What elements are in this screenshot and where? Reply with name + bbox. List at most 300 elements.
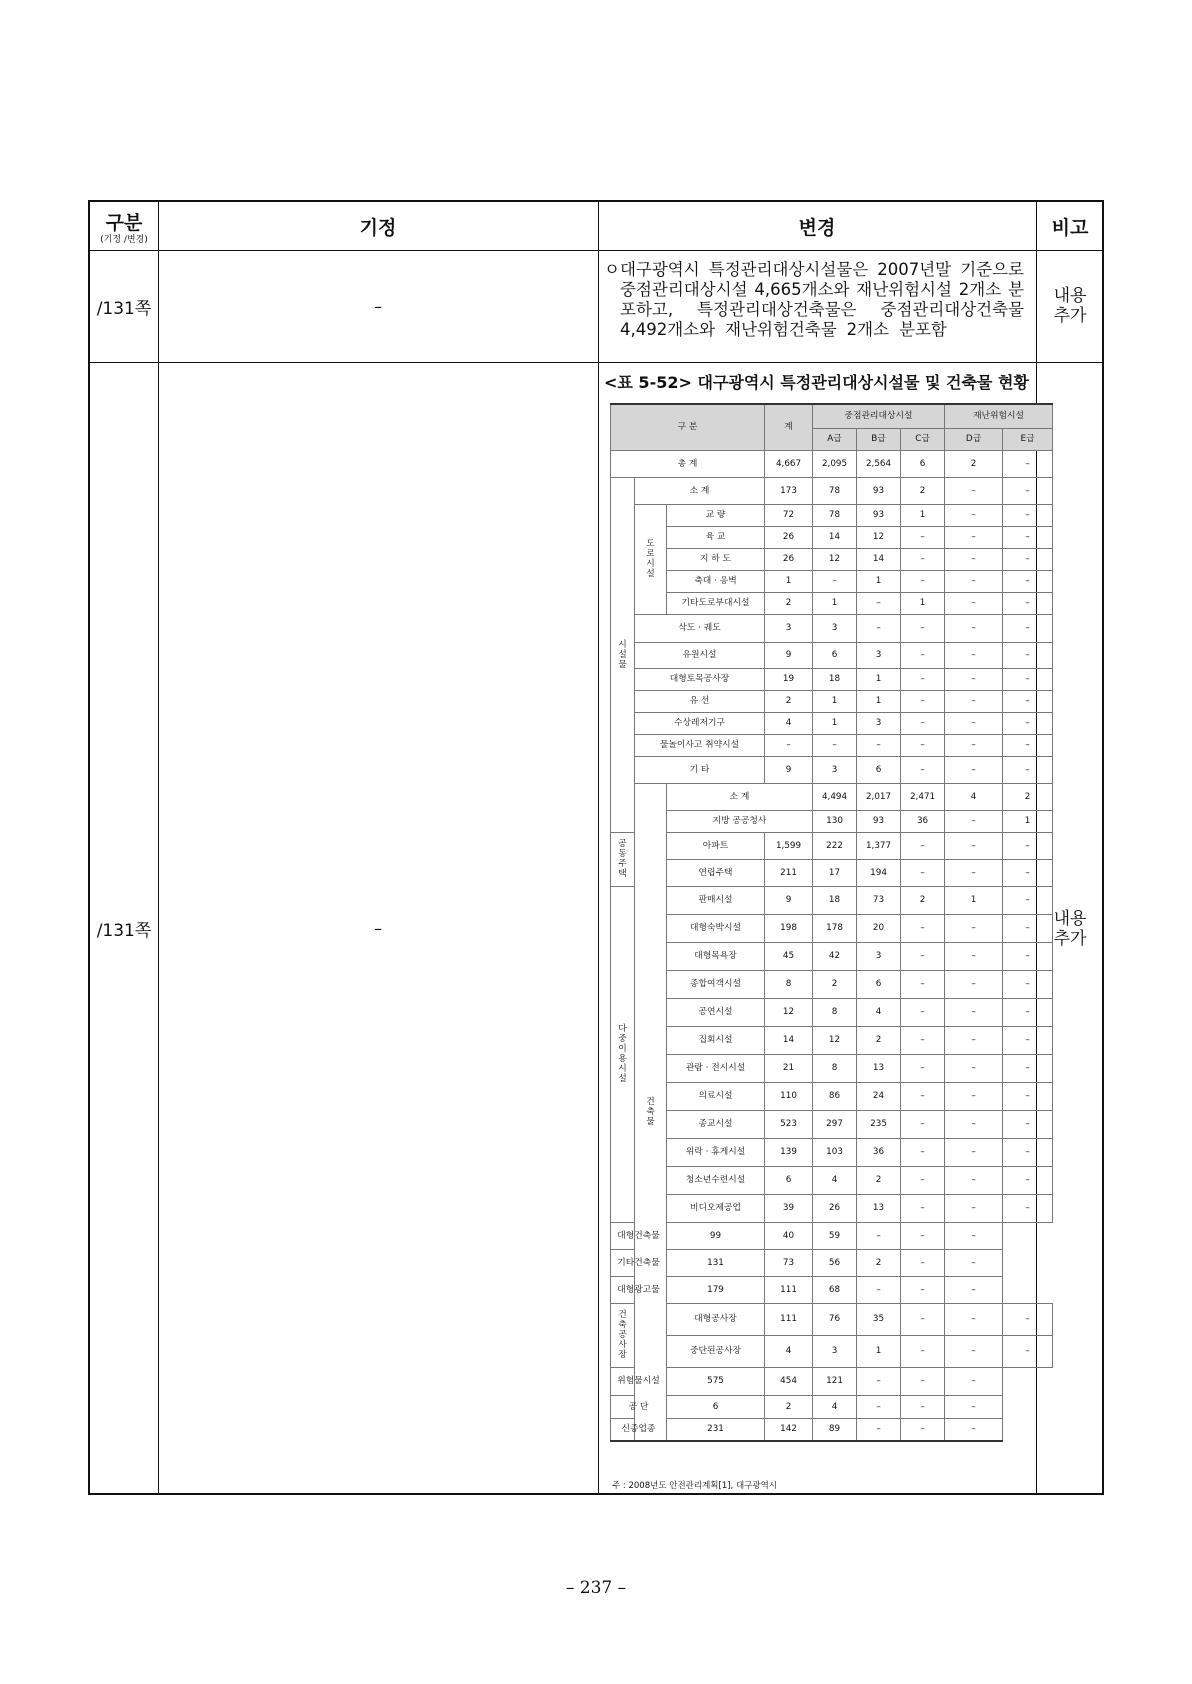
value-cell: 211: [765, 859, 813, 886]
table-title: <표 5-52> 대구광역시 특정관리대상시설물 및 건축물 현황: [604, 373, 1029, 392]
row-label: 소 계: [667, 783, 813, 810]
value-cell: 231: [667, 1418, 765, 1441]
value-cell: –: [1003, 970, 1053, 998]
value-cell: 4: [945, 783, 1003, 810]
value-cell: –: [1003, 668, 1053, 690]
value-cell: 12: [813, 1026, 857, 1054]
table-row: [611, 886, 1053, 914]
value-cell: –: [901, 1026, 945, 1054]
value-cell: 194: [857, 859, 901, 886]
value-cell: 1: [813, 690, 857, 712]
value-cell: –: [945, 548, 1003, 570]
value-cell: 4: [765, 1335, 813, 1367]
row-label: 대형토목공사장: [635, 668, 765, 690]
value-cell: 26: [765, 526, 813, 548]
table-row: [611, 914, 1053, 942]
value-cell: 3: [857, 642, 901, 668]
table-row: [611, 1335, 1053, 1367]
row-label: 판매시설: [667, 886, 765, 914]
value-cell: –: [901, 570, 945, 592]
value-cell: 131: [667, 1249, 765, 1276]
value-cell: 1: [857, 690, 901, 712]
value-cell: –: [901, 1138, 945, 1166]
value-cell: 9: [765, 642, 813, 668]
value-cell: 76: [813, 1303, 857, 1335]
value-cell: –: [901, 642, 945, 668]
value-cell: 6: [813, 642, 857, 668]
value-cell: –: [945, 614, 1003, 642]
value-cell: 72: [765, 504, 813, 526]
table-row: [611, 1418, 1053, 1441]
table-row: [611, 998, 1053, 1026]
row-label: 종합여객시설: [667, 970, 765, 998]
header-category-sub: (기정 /변경): [100, 234, 148, 245]
value-cell: –: [1003, 642, 1053, 668]
value-cell: –: [1003, 734, 1053, 756]
value-cell: –: [1003, 548, 1053, 570]
value-cell: –: [901, 859, 945, 886]
table-row: [611, 592, 1053, 614]
value-cell: 12: [813, 548, 857, 570]
table-row: [611, 570, 1053, 592]
group-label-construction: [611, 1303, 635, 1367]
value-cell: 17: [813, 859, 857, 886]
vertical-char: 설: [618, 1074, 627, 1084]
value-cell: 59: [813, 1222, 857, 1249]
remarks-line: 추가: [1053, 306, 1087, 326]
value-cell: 173: [765, 477, 813, 504]
value-cell: 36: [857, 1138, 901, 1166]
value-cell: 4: [765, 712, 813, 734]
value-cell: 86: [813, 1082, 857, 1110]
value-cell: 9: [765, 886, 813, 914]
table-row: [611, 1166, 1053, 1194]
row-label: 아파트: [667, 832, 765, 859]
value-cell: 9: [765, 756, 813, 783]
value-cell: 18: [813, 886, 857, 914]
value-cell: 454: [765, 1367, 813, 1395]
table-row: [611, 477, 1053, 504]
row-label: 비디오제공업: [667, 1194, 765, 1222]
value-cell: 139: [765, 1138, 813, 1166]
value-cell: 18: [813, 668, 857, 690]
value-cell: –: [901, 1418, 945, 1441]
table-row: [611, 942, 1053, 970]
value-cell: –: [901, 712, 945, 734]
value-cell: –: [901, 1367, 945, 1395]
value-cell: –: [945, 1222, 1003, 1249]
value-cell: 1,599: [765, 832, 813, 859]
table-row: [611, 810, 1053, 832]
value-cell: 21: [765, 1054, 813, 1082]
value-cell: –: [945, 1249, 1003, 1276]
value-cell: –: [945, 1082, 1003, 1110]
table-row: [611, 734, 1053, 756]
value-cell: –: [945, 970, 1003, 998]
value-cell: –: [945, 1138, 1003, 1166]
table-row: [611, 1054, 1053, 1082]
col-header-grade: B급: [857, 428, 901, 450]
group-label-multi-use: [611, 886, 635, 1222]
col-header-grade: D급: [945, 428, 1003, 450]
value-cell: 78: [813, 477, 857, 504]
value-cell: 3: [857, 712, 901, 734]
page-reference: /131쪽: [96, 298, 152, 319]
value-cell: 73: [765, 1249, 813, 1276]
vertical-char: 물: [618, 659, 627, 670]
value-cell: 14: [765, 1026, 813, 1054]
existing-text: –: [374, 919, 382, 938]
value-cell: 93: [857, 504, 901, 526]
value-cell: 2,564: [857, 450, 901, 477]
value-cell: 3: [813, 1335, 857, 1367]
table-row: [611, 642, 1053, 668]
remarks-line: 내용: [1053, 908, 1087, 929]
table-row: [611, 1367, 1053, 1395]
value-cell: 24: [857, 1082, 901, 1110]
row-label: 청소년수련시설: [667, 1166, 765, 1194]
value-cell: 8: [765, 970, 813, 998]
col-divider: [598, 202, 599, 1493]
value-cell: 2,017: [857, 783, 901, 810]
value-cell: –: [857, 1367, 901, 1395]
table-row: [611, 1222, 1053, 1249]
paragraph-line: 포하고, 특정관리대상건축물은 중점관리대상건축물: [620, 300, 1024, 319]
value-cell: –: [1003, 526, 1053, 548]
col-header-category: 구 분: [611, 404, 765, 450]
value-cell: –: [813, 570, 857, 592]
value-cell: –: [945, 1303, 1003, 1335]
col-header-grade: C급: [901, 428, 945, 450]
value-cell: 198: [765, 914, 813, 942]
value-cell: 8: [813, 1054, 857, 1082]
value-cell: –: [857, 734, 901, 756]
value-cell: 142: [765, 1418, 813, 1441]
value-cell: –: [901, 526, 945, 548]
table-row: [611, 832, 1053, 859]
value-cell: 2,471: [901, 783, 945, 810]
value-cell: 1: [945, 886, 1003, 914]
value-cell: –: [901, 756, 945, 783]
header-remarks: 비고: [1051, 216, 1089, 239]
value-cell: –: [901, 1166, 945, 1194]
value-cell: 20: [857, 914, 901, 942]
value-cell: 4,494: [813, 783, 857, 810]
value-cell: –: [1003, 756, 1053, 783]
value-cell: –: [901, 1249, 945, 1276]
value-cell: 2: [857, 1166, 901, 1194]
row-label: 대형숙박시설: [667, 914, 765, 942]
value-cell: –: [1003, 1054, 1053, 1082]
row-label: 수상레저기구: [635, 712, 765, 734]
row-label: 유 선: [635, 690, 765, 712]
row-label: 공 단: [611, 1395, 667, 1418]
table-row: [611, 859, 1053, 886]
value-cell: 1: [813, 712, 857, 734]
value-cell: 40: [765, 1222, 813, 1249]
value-cell: –: [1003, 504, 1053, 526]
row-label: 집회시설: [667, 1026, 765, 1054]
change-paragraph: [604, 260, 1024, 340]
page-number: – 237 –: [565, 1578, 627, 1598]
value-cell: –: [1003, 942, 1053, 970]
row-label: 대형건축물: [611, 1222, 667, 1249]
value-cell: –: [945, 642, 1003, 668]
value-cell: –: [901, 734, 945, 756]
value-cell: 19: [765, 668, 813, 690]
value-cell: –: [901, 1110, 945, 1138]
row-label: 기타도로부대시설: [667, 592, 765, 614]
row-label: 소 계: [635, 477, 765, 504]
header-existing: 기정: [359, 216, 397, 239]
value-cell: 12: [765, 998, 813, 1026]
value-cell: –: [945, 832, 1003, 859]
row-label: 대형목욕장: [667, 942, 765, 970]
table-row: [611, 1395, 1053, 1418]
value-cell: –: [901, 1303, 945, 1335]
row-label: 의료시설: [667, 1082, 765, 1110]
value-cell: –: [901, 1194, 945, 1222]
value-cell: –: [945, 756, 1003, 783]
vertical-char: 물: [646, 1116, 655, 1127]
vertical-char: 시: [618, 639, 627, 650]
value-cell: 130: [813, 810, 857, 832]
row-label: 유원시설: [635, 642, 765, 668]
table-row: [611, 450, 1053, 477]
value-cell: 42: [813, 942, 857, 970]
value-cell: –: [1003, 998, 1053, 1026]
value-cell: –: [945, 1367, 1003, 1395]
row-label: 위험물시설: [611, 1367, 667, 1395]
existing-text: –: [374, 296, 382, 316]
value-cell: 6: [765, 1166, 813, 1194]
value-cell: –: [945, 914, 1003, 942]
value-cell: 1: [765, 570, 813, 592]
row-label: 지방 공공청사: [667, 810, 813, 832]
vertical-char: 용: [618, 1054, 627, 1064]
value-cell: –: [945, 1054, 1003, 1082]
value-cell: 103: [813, 1138, 857, 1166]
value-cell: –: [1003, 592, 1053, 614]
value-cell: –: [901, 998, 945, 1026]
value-cell: 523: [765, 1110, 813, 1138]
value-cell: 110: [765, 1082, 813, 1110]
value-cell: –: [945, 1335, 1003, 1367]
value-cell: –: [1003, 914, 1053, 942]
value-cell: 1: [813, 592, 857, 614]
value-cell: 8: [813, 998, 857, 1026]
value-cell: –: [765, 734, 813, 756]
value-cell: –: [857, 614, 901, 642]
value-cell: 45: [765, 942, 813, 970]
table-row: [611, 1082, 1053, 1110]
value-cell: 6: [857, 970, 901, 998]
header-category: [90, 202, 158, 250]
value-cell: –: [901, 548, 945, 570]
col-header-grade: A급: [813, 428, 857, 450]
header-category-label: 구분: [105, 211, 143, 234]
value-cell: 2: [901, 477, 945, 504]
value-cell: –: [945, 1418, 1003, 1441]
group-label-buildings: [635, 783, 667, 1441]
vertical-char: 동: [618, 849, 627, 859]
row-label: 연립주택: [667, 859, 765, 886]
value-cell: –: [901, 614, 945, 642]
vertical-char: 로: [646, 549, 655, 559]
value-cell: 2: [1003, 783, 1053, 810]
value-cell: –: [945, 1026, 1003, 1054]
value-cell: –: [945, 668, 1003, 690]
table-row: [611, 783, 1053, 810]
value-cell: 1: [901, 592, 945, 614]
vertical-char: 설: [646, 569, 655, 579]
value-cell: –: [1003, 1303, 1053, 1335]
value-cell: 2: [765, 592, 813, 614]
value-cell: –: [1003, 1026, 1053, 1054]
table-row: [611, 1303, 1053, 1335]
group-label-facilities: [611, 477, 635, 832]
row-label: 공연시설: [667, 998, 765, 1026]
value-cell: –: [901, 1054, 945, 1082]
value-cell: 2: [765, 690, 813, 712]
table-row: [611, 1026, 1053, 1054]
value-cell: –: [901, 970, 945, 998]
value-cell: 78: [813, 504, 857, 526]
group-label-road: [635, 504, 667, 614]
value-cell: 68: [813, 1276, 857, 1303]
vertical-char: 다: [618, 1024, 627, 1034]
value-cell: –: [945, 859, 1003, 886]
value-cell: –: [1003, 1166, 1053, 1194]
vertical-char: 축: [618, 1320, 627, 1330]
vertical-char: 사: [618, 1340, 627, 1350]
vertical-char: 중: [618, 1034, 627, 1044]
value-cell: 89: [813, 1418, 857, 1441]
value-cell: –: [1003, 570, 1053, 592]
value-cell: 26: [813, 1194, 857, 1222]
value-cell: 12: [857, 526, 901, 548]
vertical-char: 장: [618, 1350, 627, 1360]
value-cell: 111: [765, 1276, 813, 1303]
remarks-line: 내용: [1053, 286, 1087, 306]
vertical-char: 축: [646, 1106, 655, 1117]
table-row: [611, 1138, 1053, 1166]
table-row: [611, 614, 1053, 642]
vertical-char: 건: [646, 1096, 655, 1107]
value-cell: –: [945, 504, 1003, 526]
table-row: [611, 712, 1053, 734]
value-cell: –: [1003, 450, 1053, 477]
row-label: 대형공사장: [667, 1303, 765, 1335]
page-reference: /131쪽: [96, 921, 152, 941]
table-row: [611, 404, 1053, 428]
table-row: [611, 690, 1053, 712]
value-cell: 14: [813, 526, 857, 548]
table-row: [611, 668, 1053, 690]
value-cell: 93: [857, 810, 901, 832]
value-cell: 1: [857, 668, 901, 690]
value-cell: –: [901, 1276, 945, 1303]
value-cell: –: [901, 942, 945, 970]
value-cell: –: [1003, 832, 1053, 859]
value-cell: –: [857, 1276, 901, 1303]
value-cell: –: [945, 570, 1003, 592]
facility-status-table: [610, 403, 1053, 1442]
value-cell: –: [1003, 614, 1053, 642]
value-cell: –: [1003, 690, 1053, 712]
value-cell: 4: [813, 1166, 857, 1194]
value-cell: –: [945, 1166, 1003, 1194]
value-cell: 3: [857, 942, 901, 970]
col-header-total: 계: [765, 404, 813, 450]
value-cell: –: [945, 1276, 1003, 1303]
value-cell: 56: [813, 1249, 857, 1276]
value-cell: –: [1003, 1138, 1053, 1166]
value-cell: 121: [813, 1367, 857, 1395]
value-cell: 26: [765, 548, 813, 570]
value-cell: –: [1003, 886, 1053, 914]
group-label-housing: [611, 832, 635, 886]
paragraph-line: 4,492개소와 재난위험건축물 2개소 분포함: [620, 320, 947, 339]
vertical-char: 공: [618, 1330, 627, 1340]
value-cell: –: [901, 832, 945, 859]
value-cell: 1: [857, 1335, 901, 1367]
value-cell: 575: [667, 1367, 765, 1395]
value-cell: 179: [667, 1276, 765, 1303]
value-cell: –: [1003, 477, 1053, 504]
value-cell: –: [901, 914, 945, 942]
col-header-grade: E급: [1003, 428, 1053, 450]
value-cell: 4: [857, 998, 901, 1026]
row-label: 기타건축물: [611, 1249, 667, 1276]
value-cell: 3: [813, 614, 857, 642]
value-cell: 1: [857, 570, 901, 592]
value-cell: 36: [901, 810, 945, 832]
row-label: 위락 · 휴게시설: [667, 1138, 765, 1166]
table-source-note: 주 : 2008년도 안전관리계획[1], 대구광역시: [612, 1481, 778, 1491]
vertical-char: 건: [618, 1310, 627, 1320]
value-cell: 222: [813, 832, 857, 859]
value-cell: –: [1003, 1335, 1053, 1367]
value-cell: –: [945, 1194, 1003, 1222]
row-label: 관람 · 전시시설: [667, 1054, 765, 1082]
value-cell: –: [901, 1222, 945, 1249]
value-cell: 6: [667, 1395, 765, 1418]
row-label: 신종업종: [611, 1418, 667, 1441]
value-cell: –: [945, 592, 1003, 614]
vertical-char: 택: [618, 869, 627, 879]
value-cell: –: [901, 1335, 945, 1367]
table-row: [611, 1249, 1053, 1276]
value-cell: 235: [857, 1110, 901, 1138]
value-cell: –: [945, 734, 1003, 756]
value-cell: –: [857, 592, 901, 614]
table-row: [611, 548, 1053, 570]
value-cell: –: [945, 810, 1003, 832]
value-cell: 14: [857, 548, 901, 570]
row-label: 대형광고물: [611, 1276, 667, 1303]
value-cell: –: [857, 1418, 901, 1441]
value-cell: 4,667: [765, 450, 813, 477]
header-change: 변경: [798, 216, 836, 239]
value-cell: –: [901, 668, 945, 690]
row-label: 지 하 도: [667, 548, 765, 570]
row-label: 물놀이사고 취약시설: [635, 734, 765, 756]
vertical-char: 시: [618, 1064, 627, 1074]
value-cell: –: [1003, 1194, 1053, 1222]
value-cell: 6: [901, 450, 945, 477]
value-cell: 99: [667, 1222, 765, 1249]
